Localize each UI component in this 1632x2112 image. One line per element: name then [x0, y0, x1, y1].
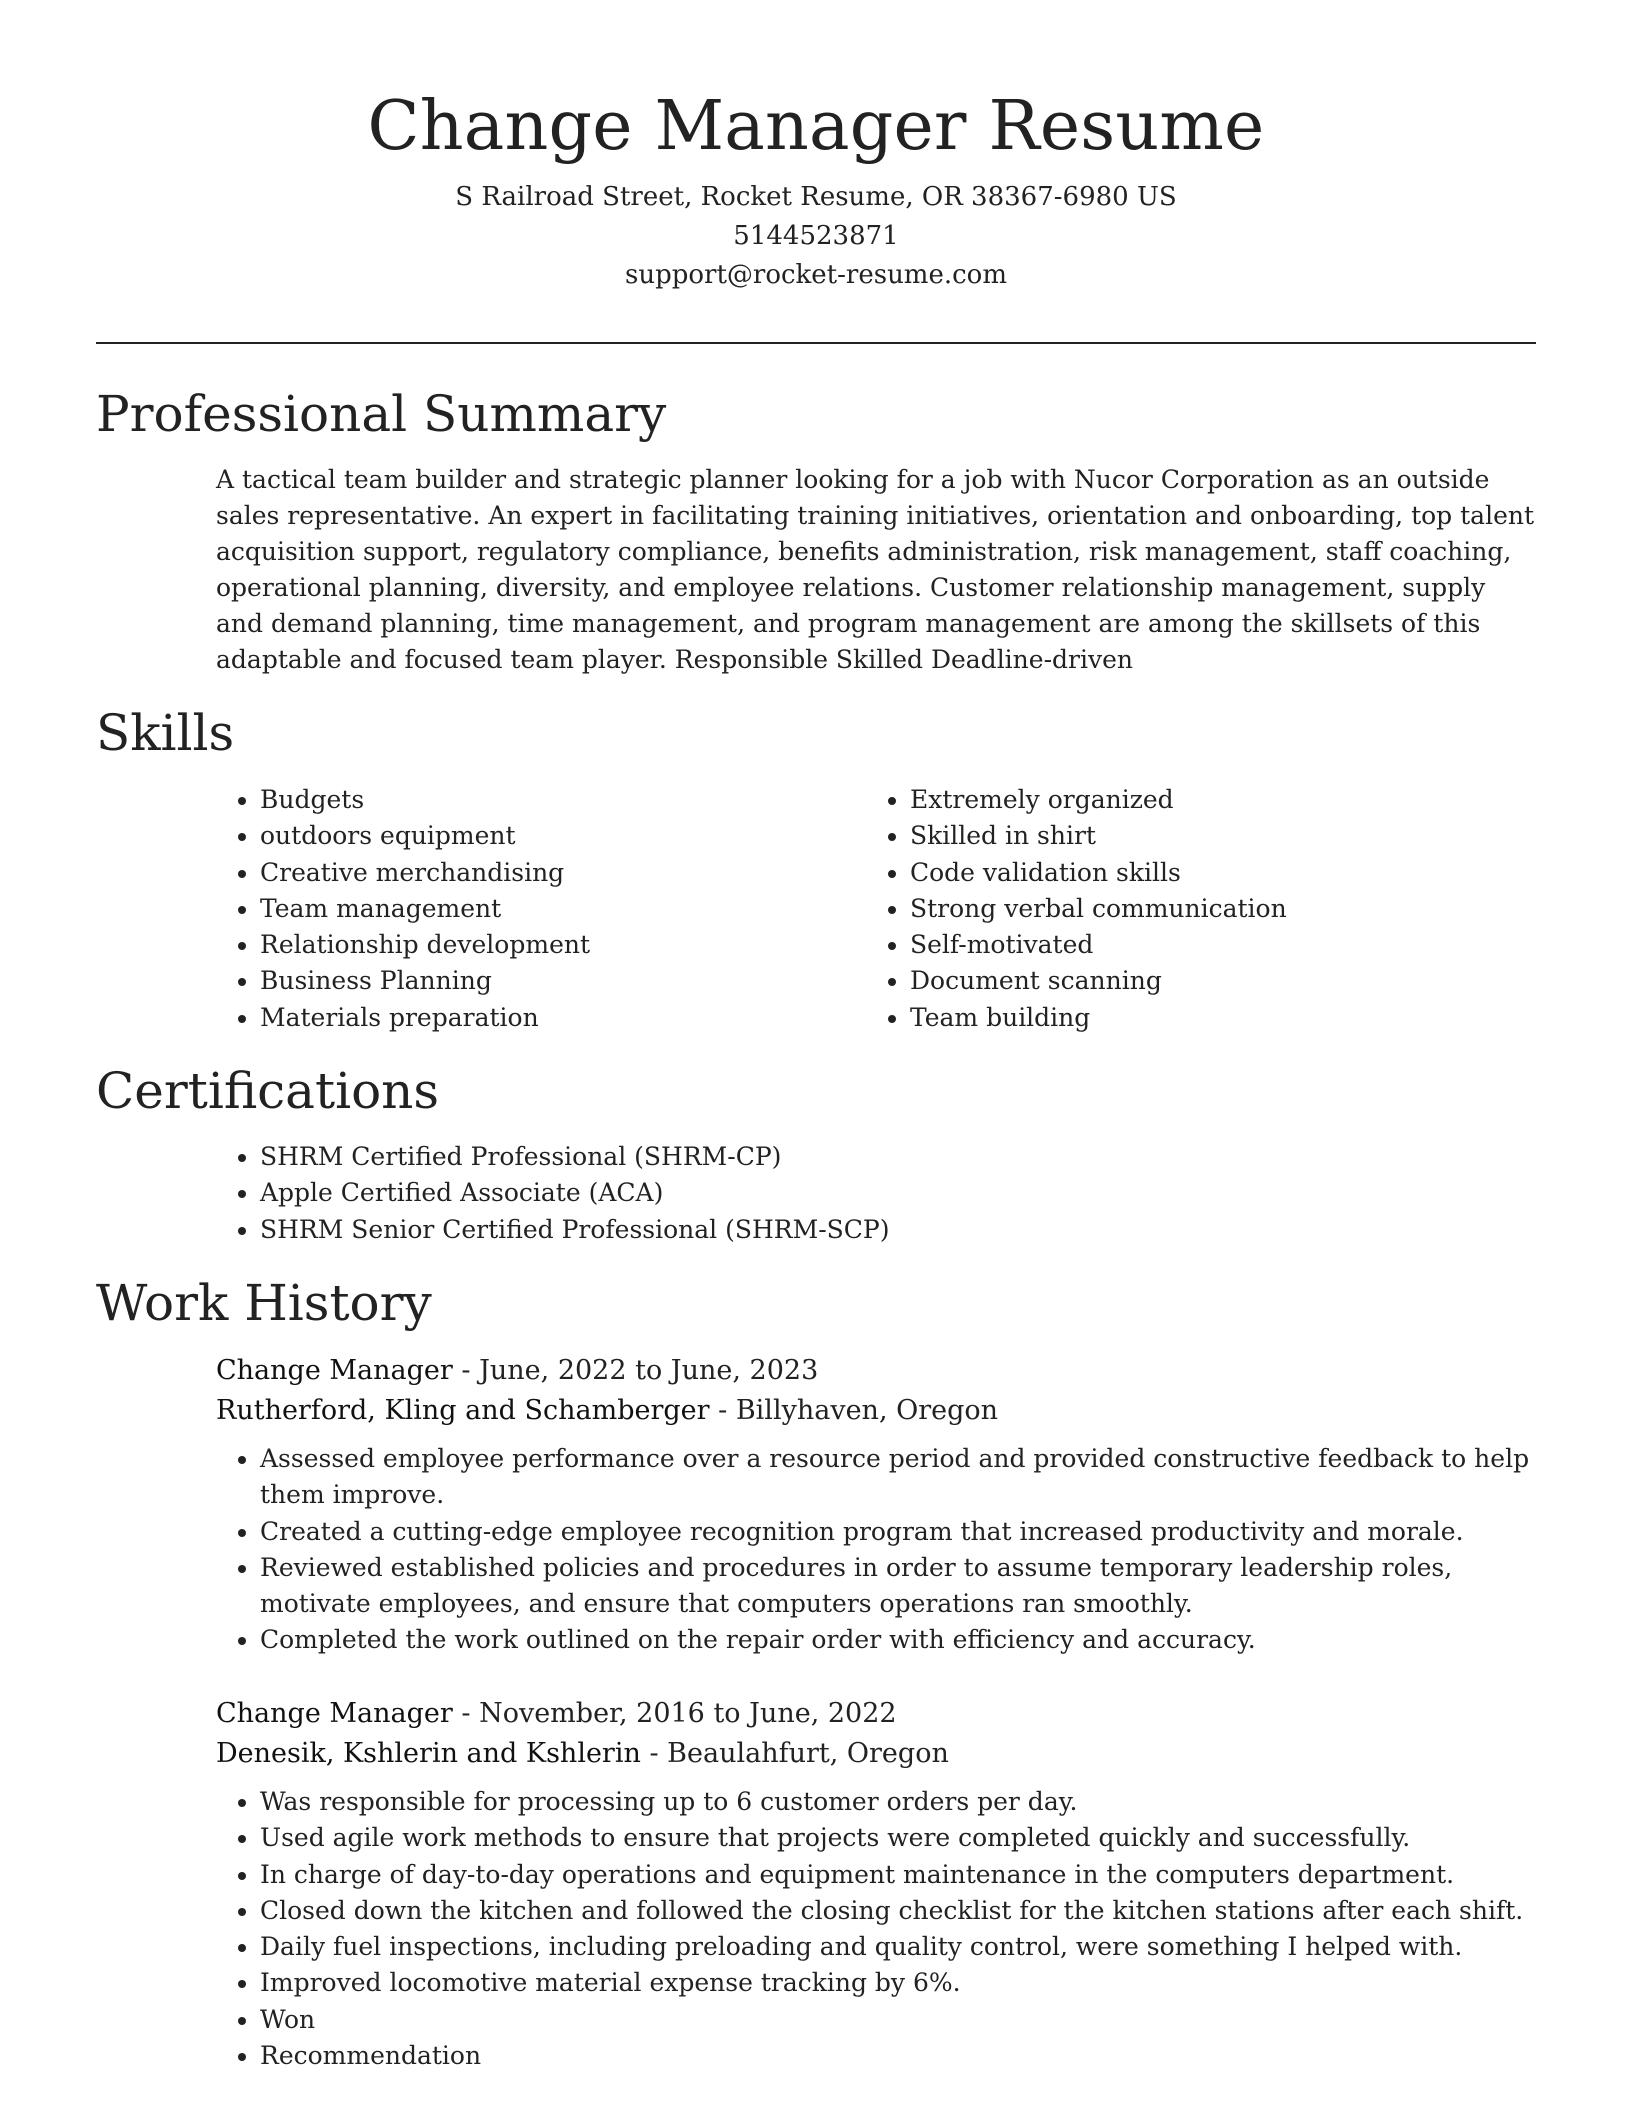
skill-item: • Budgets: [260, 782, 856, 818]
job-bullet: • Assessed employee performance over a resource period and provided constructive feedback to help them improve.: [260, 1441, 1538, 1514]
job-title-line: [216, 1694, 1538, 1734]
skill-item: • Creative merchandising: [260, 855, 856, 891]
job-bullet: • Completed the work outlined on the repair order with efficiency and accuracy.: [260, 1622, 1538, 1658]
job-title: Change Manager: [216, 1355, 453, 1386]
skills-column-left: [216, 782, 856, 1036]
contact-info: [0, 178, 1632, 295]
job-bullet: • Closed down the kitchen and followed the closing checklist for the kitchen stations after each shift.: [260, 1893, 1538, 1929]
job-title: Change Manager: [216, 1698, 453, 1729]
job-bullet: • Daily fuel inspections, including preloading and quality control, were something I helped with.: [260, 1929, 1538, 1965]
skill-item: • Relationship development: [260, 927, 856, 963]
job-bullet: • Was responsible for processing up to 6 customer orders per day.: [260, 1784, 1538, 1820]
job-entry: [216, 1694, 1538, 2074]
skill-item: • outdoors equipment: [260, 818, 856, 854]
job-company: Rutherford, Kling and Schamberger: [216, 1395, 710, 1426]
phone: 5144523871: [733, 221, 899, 251]
certifications-list: [216, 1139, 1538, 1248]
job-bullet: • Created a cutting-edge employee recognition program that increased productivity and morale.: [260, 1514, 1538, 1550]
skills-heading: Skills: [96, 704, 235, 762]
job-dates: - June, 2022 to June, 2023: [452, 1355, 819, 1386]
job-location: - Beaulahfurt, Oregon: [640, 1738, 949, 1769]
job-entry: [216, 1351, 1538, 1659]
skill-item: • Materials preparation: [260, 1000, 856, 1036]
job-company-line: [216, 1391, 1538, 1431]
job-location: - Billyhaven, Oregon: [709, 1395, 999, 1426]
job-company-line: [216, 1734, 1538, 1774]
job-dates: - November, 2016 to June, 2022: [452, 1698, 897, 1729]
summary-text: A tactical team builder and strategic planner looking for a job with Nucor Corporation as an outside sales representative. An expert in facilitating training initiatives, orientation and onboarding, top talent acquisition support, regulatory compliance, benefits administration, risk management, staff coaching, operational planning, diversity, and employee relations. Customer relationship management, supply and demand planning, time management, and program management are among the skillsets of this adaptable and focused team player. Responsible Skilled Deadline-driven: [216, 465, 1535, 674]
skill-item: • Code validation skills: [910, 855, 1506, 891]
job-bullet: • Won: [260, 2002, 1538, 2038]
skill-item: • Team building: [910, 1000, 1506, 1036]
job-bullet: • Used agile work methods to ensure that projects were completed quickly and successfully.: [260, 1820, 1538, 1856]
email: support@rocket-resume.com: [624, 260, 1007, 290]
skill-item: • Strong verbal communication: [910, 891, 1506, 927]
header-divider: [96, 342, 1536, 344]
skills-column-right: [866, 782, 1506, 1036]
skill-item: • Team management: [260, 891, 856, 927]
work-history-heading: Work History: [96, 1274, 432, 1332]
job-bullet: • Reviewed established policies and procedures in order to assume temporary leadership roles, motivate employees, and ensure that computers operations ran smoothly.: [260, 1550, 1538, 1623]
summary-heading: Professional Summary: [96, 385, 667, 443]
skill-item: • Skilled in shirt: [910, 818, 1506, 854]
certification-item: • SHRM Senior Certified Professional (SHRM-SCP): [260, 1212, 1538, 1248]
job-title-line: [216, 1351, 1538, 1391]
resume-title: Change Manager Resume: [367, 87, 1265, 166]
skill-item: • Document scanning: [910, 963, 1506, 999]
skill-item: • Self-motivated: [910, 927, 1506, 963]
certifications-heading: Certifications: [96, 1062, 440, 1120]
skill-item: • Business Planning: [260, 963, 856, 999]
address: S Railroad Street, Rocket Resume, OR 38367-6980 US: [455, 182, 1177, 212]
job-bullet: • Recommendation: [260, 2038, 1538, 2074]
job-company: Denesik, Kshlerin and Kshlerin: [216, 1738, 641, 1769]
certification-item: • SHRM Certified Professional (SHRM-CP): [260, 1139, 1538, 1175]
resume-header: [0, 82, 1632, 295]
job-bullet: • Improved locomotive material expense tracking by 6%.: [260, 1965, 1538, 2001]
skill-item: • Extremely organized: [910, 782, 1506, 818]
job-bullet: • In charge of day-to-day operations and equipment maintenance in the computers department.: [260, 1857, 1538, 1893]
certification-item: • Apple Certified Associate (ACA): [260, 1175, 1538, 1211]
